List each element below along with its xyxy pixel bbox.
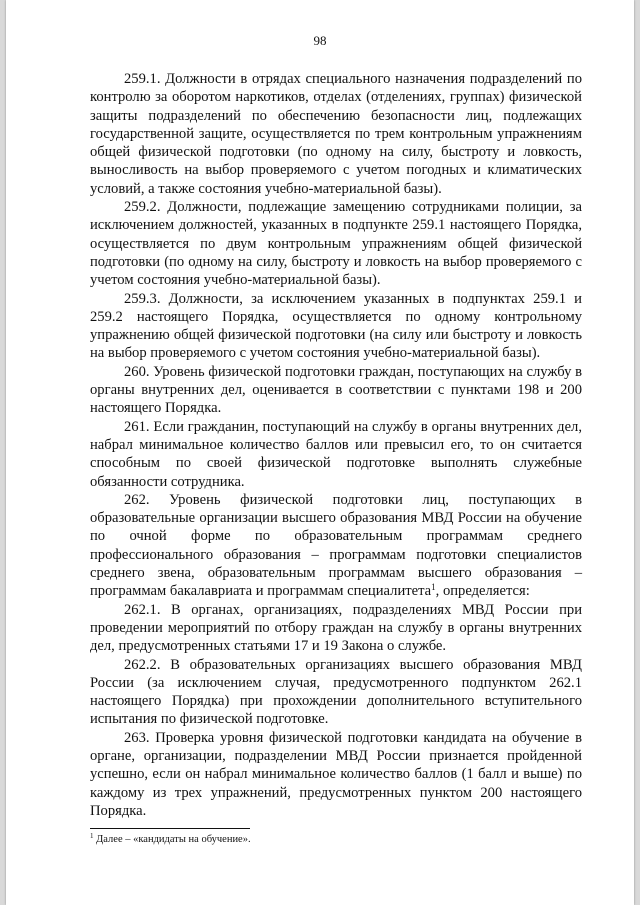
footnote-mark: 1 xyxy=(90,832,94,840)
paragraph-262-2: 262.2. В образовательных организациях высшего образования МВД России (за исключением случая, предусмотренного подпунктом 262.1 настоящего Порядка) при прохождении дополнительного вступительного испытания по физической подготовке. xyxy=(90,656,582,728)
paragraph-263: 263. Проверка уровня физической подготовки кандидата на обучение в органе, организации, подразделении МВД России признается пройденной успешно, если он набрал минимальное количество баллов (1 балл и выше) по каждому из трех упражнений, предусмотренных пунктом 200 настоящего Порядка. xyxy=(90,729,582,819)
paragraph-259-1: 259.1. Должности в отрядах специального назначения подразделений по контролю за оборотом наркотиков, отделах (отделениях, группах) физической защиты подразделений по обеспечению безопасности лиц, подлежащих государственной защите, осуществляется по трем контрольным упражнениям общей физической подготовки (по одному на силу, быстроту и ловкость, выносливость на выбор проверяемого с учетом погодных и климатических условий, а также состояния учебно-материальной базы). xyxy=(90,71,582,197)
body-text xyxy=(90,70,582,820)
footnote-divider xyxy=(90,828,250,829)
paragraph-259-2: 259.2. Должности, подлежащие замещению сотрудниками полиции, за исключением должностей, указанных в подпункте 259.1 настоящего Порядка, осуществляется по двум контрольным упражнениям общей физической подготовки (по одному на силу, быстроту и ловкость на выбор проверяемого с учетом состояния учебно-материальной базы). xyxy=(90,199,582,289)
page-number: 98 xyxy=(313,33,327,48)
footnote xyxy=(90,834,582,845)
footnote-reference: 1 xyxy=(431,582,436,593)
footnote-text: Далее – «кандидаты на обучение». xyxy=(93,834,251,845)
paragraph-262-tail: , определяется: xyxy=(435,583,530,600)
paragraph-259-3: 259.3. Должности, за исключением указанных в подпунктах 259.1 и 259.2 настоящего Порядка, осуществляется по одному контрольному упражнению общей физической подготовки (на силу или быстроту и ловкость на выбор проверяемого с учетом состояния учебно-материальной базы). xyxy=(90,290,582,362)
paragraph-262-text: 262. Уровень физической подготовки лиц, поступающих в образовательные организации высшего образования МВД России на обучение по очной форме по образовательным программам среднего профессионального образования – программам подготовки специалистов среднего звена, образовательным программам высшего образования – программам бакалавриата и программам специалитета xyxy=(90,491,582,600)
paragraph-262 xyxy=(90,491,582,601)
document-page xyxy=(6,0,634,905)
paragraph-261: 261. Если гражданин, поступающий на службу в органы внутренних дел, набрал минимальное количество баллов или превысил его, то он считается способным по своей физической подготовке выполнять служебные обязанности сотрудника. xyxy=(90,418,582,490)
paragraph-262-1: 262.1. В органах, организациях, подразделениях МВД России при проведении мероприятий по отбору граждан на службу в органы внутренних дел, предусмотренных статьями 17 и 19 Закона о службе. xyxy=(90,601,582,655)
paragraph-260: 260. Уровень физической подготовки граждан, поступающих на службу в органы внутренних дел, оценивается в соответствии с пунктами 198 и 200 настоящего Порядка. xyxy=(90,363,582,417)
